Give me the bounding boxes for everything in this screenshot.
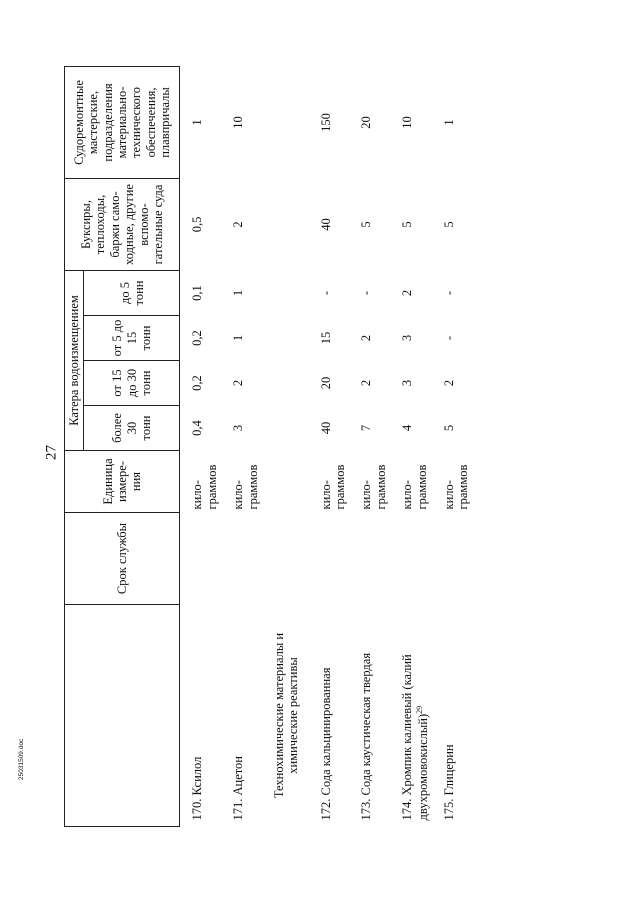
row-v3: 0,2: [190, 330, 205, 346]
row-term: [349, 513, 390, 605]
header-name: [65, 605, 180, 827]
row-v1: 4: [400, 424, 415, 432]
row-name: 170. Ксилол: [190, 756, 205, 821]
row-v4: 2: [400, 289, 415, 297]
row-v3: 2: [359, 334, 374, 342]
row-tugs: 0,5: [190, 216, 205, 233]
row-unit: кило-граммов: [190, 464, 219, 510]
row-v2: 0,2: [190, 375, 205, 391]
row-v4: 0,1: [190, 285, 205, 301]
row-term: [221, 513, 262, 605]
row-v3: -: [442, 335, 457, 341]
row-workshops: 1: [442, 119, 457, 126]
row-tugs: 2: [231, 221, 246, 228]
table-row: [221, 66, 262, 826]
row-v2: 2: [231, 379, 246, 387]
row-v1: 7: [359, 424, 374, 432]
header-boats-5-15: от 5 до 15 тонн: [84, 316, 180, 361]
row-v1: 3: [231, 424, 246, 432]
footer-filename: 25031509.doc: [18, 738, 25, 780]
row-v4: 1: [231, 289, 246, 297]
table-row: [432, 66, 473, 826]
row-name: [390, 605, 432, 827]
row-name-text: 174. Хромпик калиевый (калий двухромовокислый): [400, 654, 430, 821]
row-v1: 40: [318, 421, 333, 435]
header-workshops: Судоремонтные мастерские, подразделения материально-технического обеспечения, плавпричалы: [65, 66, 180, 178]
row-v3: 3: [400, 334, 415, 342]
table-row: [390, 66, 432, 826]
row-unit: кило-граммов: [442, 464, 471, 510]
footnote-marker: 29: [414, 705, 424, 714]
row-workshops: 1: [190, 119, 205, 126]
row-unit: кило-граммов: [231, 464, 260, 510]
supply-norms-table: [64, 66, 473, 827]
header-tugs: Буксиры, теплоходы, баржи само-ходные, другие вспомо-гательные суда: [65, 178, 180, 270]
row-workshops: 10: [400, 116, 415, 129]
header-term: Срок службы: [65, 513, 180, 605]
row-v3: 15: [318, 331, 333, 345]
header-boats-15-30: от 15 до 30 тонн: [84, 361, 180, 406]
row-workshops: 10: [231, 116, 246, 129]
row-v1: 0,4: [190, 420, 205, 436]
row-v1: 5: [442, 424, 457, 432]
row-name: 172. Сода кальцинированная: [318, 667, 333, 821]
row-tugs: 5: [400, 221, 415, 228]
table-row: [309, 66, 350, 826]
row-name: 173. Сода каустическая твердая: [359, 652, 374, 821]
header-boats-over30: более 30 тонн: [84, 406, 180, 451]
row-v4: -: [442, 290, 457, 296]
row-workshops: 20: [359, 116, 374, 129]
row-unit: кило-граммов: [400, 464, 429, 510]
row-v2: 20: [318, 376, 333, 390]
rotated-document: [64, 67, 584, 827]
row-unit: кило-граммов: [318, 464, 347, 510]
row-term: [390, 513, 432, 605]
row-v2: 3: [400, 379, 415, 387]
row-unit: кило-граммов: [359, 464, 388, 510]
row-workshops: 150: [318, 113, 333, 132]
section-title: Технохимические материалы и химические реактивы: [271, 632, 301, 799]
row-v2: 2: [442, 379, 457, 387]
row-term: [432, 513, 473, 605]
header-boats-under5: до 5 тонн: [84, 270, 180, 315]
row-name: 171. Ацетон: [231, 755, 246, 821]
row-name: 175. Глицерин: [442, 744, 457, 821]
row-tugs: 5: [359, 221, 374, 228]
section-row: [262, 66, 309, 826]
row-v3: 1: [231, 334, 246, 342]
row-v2: 2: [359, 379, 374, 387]
row-term: [309, 513, 350, 605]
table-row: [180, 66, 221, 826]
page-number: 27: [43, 445, 60, 460]
row-v4: -: [359, 290, 374, 296]
row-tugs: 5: [442, 221, 457, 228]
row-v4: -: [318, 290, 333, 296]
header-unit: Единица измере-ния: [65, 451, 180, 513]
table-row: [349, 66, 390, 826]
row-term: [180, 513, 221, 605]
row-tugs: 40: [318, 218, 333, 231]
header-boats-group: Катера водоизмещением: [65, 270, 84, 450]
